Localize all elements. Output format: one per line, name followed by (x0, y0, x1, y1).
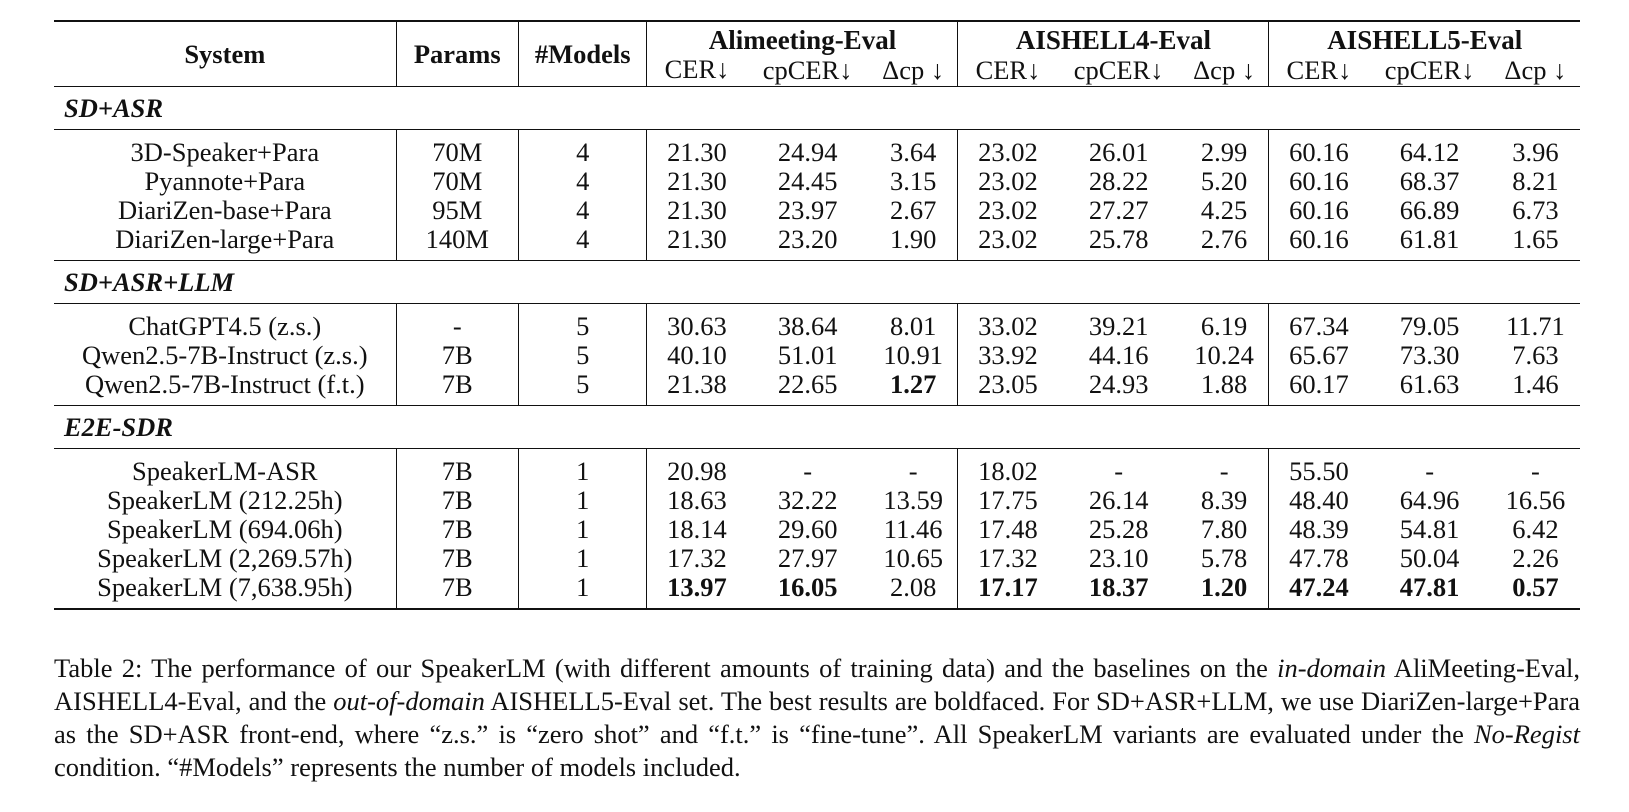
value-cell: 10.91 (883, 340, 943, 370)
value-cell: 23.02 (958, 225, 1058, 261)
value-cell: 8.39 (1200, 485, 1248, 515)
value-cell: 23.02 (958, 167, 1058, 196)
value-cell: 7.80 (1200, 514, 1248, 544)
system-cell: ChatGPT4.5 (z.s.) (128, 311, 322, 341)
table-row (54, 573, 1580, 609)
value-cell: 6.19 (1200, 311, 1248, 341)
value-cell: 4.25 (1200, 195, 1248, 225)
col-header-params: Params (396, 21, 518, 87)
value-cell: 1.20 (1180, 573, 1269, 609)
group-header-aishell5: AISHELL5-Eval (1269, 21, 1580, 55)
table-row (54, 515, 1580, 544)
value-cell: 6.73 (1512, 195, 1559, 225)
params-cell: 7B (396, 573, 518, 609)
header-row-groups (54, 21, 1580, 55)
value-cell: 38.64 (777, 311, 838, 341)
group-header-aishell4: AISHELL4-Eval (958, 21, 1269, 55)
value-cell: 13.97 (647, 573, 747, 609)
value-cell: 2.67 (889, 195, 937, 225)
metric-header-delta: Δcp ↓ (869, 55, 958, 87)
value-cell: 23.02 (958, 196, 1058, 225)
results-table-container (54, 20, 1580, 610)
value-cell: - (1114, 456, 1124, 486)
value-cell: 1.88 (1180, 370, 1269, 406)
caption-text: condition. “#Models” represents the number of models included. (54, 752, 741, 782)
value-cell: 48.40 (1269, 486, 1369, 515)
system-cell: SpeakerLM (2,269.57h) (97, 543, 353, 573)
value-cell: 21.30 (647, 130, 747, 168)
value-cell: 33.92 (958, 341, 1058, 370)
value-cell: 28.22 (1088, 166, 1149, 196)
value-cell: 23.05 (958, 370, 1058, 406)
value-cell: 67.34 (1269, 304, 1369, 342)
value-cell: 24.94 (777, 137, 838, 167)
table-body (54, 87, 1580, 610)
value-cell: - (1219, 456, 1229, 486)
value-cell: 55.50 (1269, 449, 1369, 487)
metric-header-cer: CER↓ (1269, 55, 1369, 87)
value-cell: 40.10 (647, 341, 747, 370)
table-caption (54, 652, 1580, 784)
table-row (54, 225, 1580, 261)
system-cell: SpeakerLM (7,638.95h) (54, 573, 396, 609)
value-cell: 0.57 (1491, 573, 1580, 609)
system-cell: SpeakerLM (212.25h) (107, 485, 343, 515)
value-cell: 21.38 (647, 370, 747, 406)
table-row (54, 130, 1580, 168)
params-cell: 70M (396, 167, 518, 196)
table-row (54, 341, 1580, 370)
value-cell: 11.46 (883, 514, 943, 544)
value-cell: 47.78 (1269, 544, 1369, 573)
value-cell: 29.60 (777, 514, 838, 544)
models-cell: 5 (518, 304, 647, 342)
value-cell: 22.65 (746, 370, 868, 406)
section-row (54, 406, 1580, 449)
value-cell: 2.99 (1200, 137, 1248, 167)
value-cell: 18.63 (647, 486, 747, 515)
table-row (54, 167, 1580, 196)
value-cell: 65.67 (1269, 341, 1369, 370)
value-cell: 18.14 (647, 515, 747, 544)
value-cell: 47.81 (1368, 573, 1490, 609)
value-cell: - (1425, 456, 1435, 486)
value-cell: 5.78 (1200, 543, 1248, 573)
value-cell: 33.02 (958, 304, 1058, 342)
models-cell: 4 (518, 225, 647, 261)
table-row (54, 196, 1580, 225)
models-cell: 1 (518, 486, 647, 515)
system-cell: Qwen2.5-7B-Instruct (z.s.) (82, 340, 368, 370)
value-cell: 10.24 (1194, 340, 1254, 370)
value-cell: 21.30 (647, 225, 747, 261)
params-cell: 7B (396, 449, 518, 487)
value-cell: 17.75 (958, 486, 1058, 515)
value-cell: 44.16 (1088, 340, 1149, 370)
params-cell: 95M (396, 196, 518, 225)
value-cell: 24.93 (1057, 370, 1179, 406)
caption-text: AliMeeting-Eval, AISHELL4-Eval, and the (54, 653, 1580, 716)
value-cell: 1.27 (869, 370, 958, 406)
value-cell: 11.71 (1506, 311, 1565, 341)
params-cell: 7B (396, 486, 518, 515)
metric-header-cer: CER↓ (647, 55, 747, 87)
system-cell: DiariZen-base+Para (118, 195, 332, 225)
value-cell: 79.05 (1399, 311, 1460, 341)
value-cell: 25.78 (1057, 225, 1179, 261)
value-cell: 16.56 (1505, 485, 1566, 515)
params-cell: 7B (396, 515, 518, 544)
value-cell: 7.63 (1512, 340, 1559, 370)
value-cell: 17.17 (958, 573, 1058, 609)
value-cell: 64.96 (1399, 485, 1460, 515)
value-cell: - (1530, 456, 1540, 486)
models-cell: 5 (518, 370, 647, 406)
models-cell: 5 (518, 341, 647, 370)
value-cell: 21.30 (647, 167, 747, 196)
value-cell: 1.46 (1491, 370, 1580, 406)
value-cell: 17.32 (647, 544, 747, 573)
col-header-models: #Models (518, 21, 647, 87)
value-cell: 13.59 (883, 485, 943, 515)
value-cell: 1.90 (869, 225, 958, 261)
value-cell: 47.24 (1269, 573, 1369, 609)
value-cell: 64.12 (1399, 137, 1460, 167)
models-cell: 4 (518, 130, 647, 168)
value-cell: 5.20 (1200, 166, 1248, 196)
value-cell: 23.02 (958, 130, 1058, 168)
models-cell: 1 (518, 449, 647, 487)
value-cell: 60.16 (1269, 167, 1369, 196)
system-cell: SpeakerLM-ASR (132, 456, 318, 486)
value-cell: 60.16 (1269, 130, 1369, 168)
value-cell: 1.65 (1491, 225, 1580, 261)
value-cell: 2.26 (1512, 543, 1559, 573)
params-cell: - (396, 304, 518, 342)
models-cell: 1 (518, 573, 647, 609)
value-cell: 2.08 (869, 573, 958, 609)
group-header-alimeeting: Alimeeting-Eval (647, 21, 958, 55)
value-cell: 21.30 (647, 196, 747, 225)
value-cell: 3.96 (1512, 137, 1559, 167)
value-cell: 39.21 (1088, 311, 1149, 341)
value-cell: - (908, 456, 918, 486)
params-cell: 7B (396, 370, 518, 406)
value-cell: 3.15 (889, 166, 937, 196)
value-cell: 60.17 (1269, 370, 1369, 406)
value-cell: 8.01 (889, 311, 937, 341)
models-cell: 1 (518, 515, 647, 544)
caption-italic-no-regist: No-Regist (1474, 719, 1580, 749)
system-cell: 3D-Speaker+Para (130, 137, 320, 167)
value-cell: 23.10 (1088, 543, 1149, 573)
section-row (54, 87, 1580, 130)
value-cell: 27.27 (1088, 195, 1149, 225)
value-cell: 54.81 (1399, 514, 1460, 544)
system-cell: SpeakerLM (694.06h) (107, 514, 343, 544)
metric-header-cpcer: cpCER↓ (1368, 55, 1490, 87)
system-cell: DiariZen-large+Para (54, 225, 396, 261)
value-cell: 26.01 (1088, 137, 1149, 167)
table-row (54, 544, 1580, 573)
value-cell: 17.48 (958, 515, 1058, 544)
value-cell: 68.37 (1399, 166, 1460, 196)
system-cell: Qwen2.5-7B-Instruct (f.t.) (54, 370, 396, 406)
value-cell: 32.22 (777, 485, 838, 515)
section-row (54, 261, 1580, 304)
models-cell: 4 (518, 196, 647, 225)
value-cell: 66.89 (1399, 195, 1460, 225)
value-cell: 48.39 (1269, 515, 1369, 544)
value-cell: - (803, 456, 813, 486)
metric-header-cpcer: cpCER↓ (746, 55, 868, 87)
caption-italic-in-domain: in-domain (1277, 653, 1387, 683)
value-cell: 6.42 (1512, 514, 1559, 544)
value-cell: 60.16 (1269, 196, 1369, 225)
section-title: SD+ASR+LLM (54, 261, 1580, 304)
value-cell: 51.01 (777, 340, 838, 370)
system-cell: Pyannote+Para (144, 166, 306, 196)
value-cell: 25.28 (1088, 514, 1149, 544)
results-table (54, 20, 1580, 610)
value-cell: 18.37 (1057, 573, 1179, 609)
value-cell: 18.02 (958, 449, 1058, 487)
models-cell: 1 (518, 544, 647, 573)
section-title: E2E-SDR (54, 406, 1580, 449)
value-cell: 50.04 (1399, 543, 1460, 573)
value-cell: 23.97 (777, 195, 838, 225)
caption-text: Table 2: The performance of our SpeakerLM (with different amounts of training data) and the baselines on the (54, 653, 1278, 683)
value-cell: 3.64 (889, 137, 937, 167)
table-row (54, 486, 1580, 515)
caption-italic-out-of-domain: out-of-domain (333, 686, 485, 716)
value-cell: 24.45 (777, 166, 838, 196)
value-cell: 60.16 (1269, 225, 1369, 261)
value-cell: 16.05 (746, 573, 868, 609)
table-row (54, 370, 1580, 406)
table-row (54, 304, 1580, 342)
value-cell: 20.98 (647, 449, 747, 487)
models-cell: 4 (518, 167, 647, 196)
value-cell: 73.30 (1399, 340, 1460, 370)
metric-header-delta: Δcp ↓ (1491, 55, 1580, 87)
value-cell: 61.81 (1368, 225, 1490, 261)
params-cell: 140M (396, 225, 518, 261)
value-cell: 61.63 (1368, 370, 1490, 406)
col-header-system: System (54, 21, 396, 87)
value-cell: 26.14 (1088, 485, 1149, 515)
caption-text: AISHELL5-Eval set. The best results are boldfaced. For SD+ASR+LLM, we use DiariZen-large+Para as the SD+ASR front-end, where “z.s.” is “zero shot” and “f.t.” is “fine-tune”. All SpeakerLM variants are evaluated under the (54, 686, 1580, 749)
value-cell: 30.63 (647, 304, 747, 342)
metric-header-cer: CER↓ (958, 55, 1058, 87)
value-cell: 8.21 (1512, 166, 1559, 196)
params-cell: 7B (396, 341, 518, 370)
value-cell: 2.76 (1180, 225, 1269, 261)
value-cell: 17.32 (958, 544, 1058, 573)
metric-header-cpcer: cpCER↓ (1057, 55, 1179, 87)
value-cell: 23.20 (746, 225, 868, 261)
metric-header-delta: Δcp ↓ (1180, 55, 1269, 87)
section-title: SD+ASR (54, 87, 1580, 130)
value-cell: 27.97 (777, 543, 838, 573)
table-row (54, 449, 1580, 487)
value-cell: 10.65 (883, 543, 943, 573)
params-cell: 70M (396, 130, 518, 168)
params-cell: 7B (396, 544, 518, 573)
